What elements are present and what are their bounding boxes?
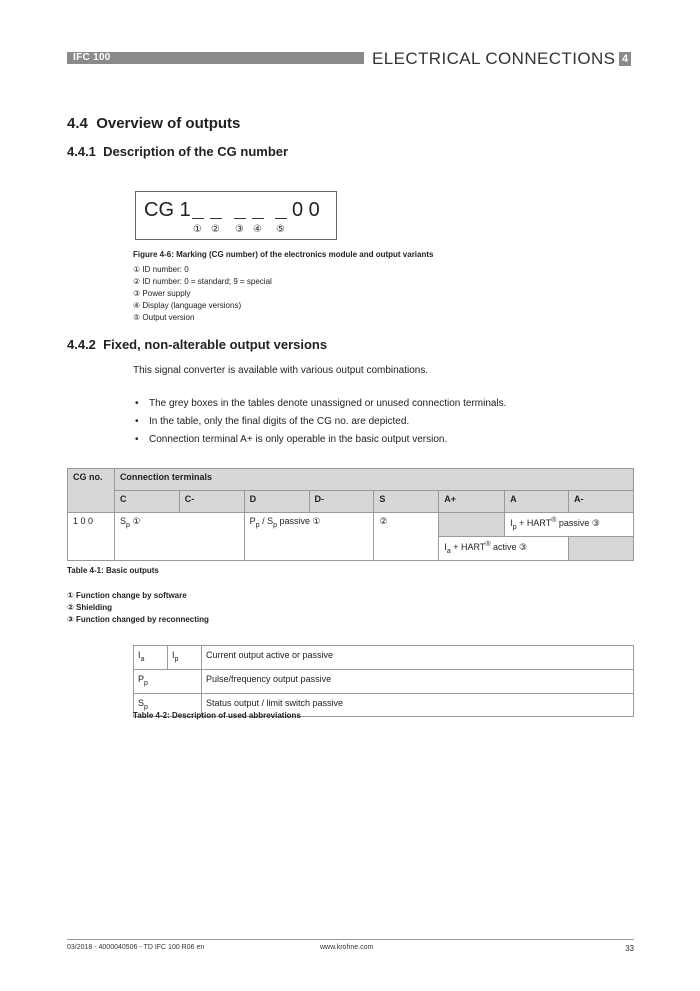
table-header-row [68,469,634,491]
desc-cell: Current output active or passive [202,646,634,670]
cg-blank-3 [234,218,246,219]
legend-item: ③ Power supply [133,289,191,298]
table-terminal-row [68,491,634,513]
header-bar [67,52,364,64]
bullet-item: • The grey boxes in the tables denote unassigned or unused connection terminals. [133,395,506,413]
desc-cell: Pulse/frequency output passive [202,669,634,693]
abbr-cell: $I_a$ [134,646,168,670]
section-title: Overview of outputs [96,115,241,132]
table-row [134,646,634,670]
abbr-cell: $S_p$ [134,693,202,717]
section-heading [67,115,240,133]
cg-number-figure [135,191,337,240]
intro-paragraph: This signal converter is available with various output combinations. [133,365,429,376]
note-item: ② Shielding [67,603,112,612]
cell-s: ② [374,513,439,561]
footer-doc-id: 03/2018 - 4000040506 - TD IFC 100 R06 en [67,944,205,951]
cg-marker-5: ⑤ [276,224,285,235]
header-chapter-number: 4 [619,52,631,66]
legend-item: ④ Display (language versions) [133,301,242,310]
note-item: ③ Function changed by reconnecting [67,615,209,624]
subsection2-title: Fixed, non-alterable output versions [103,337,328,352]
abbreviations-table [133,645,634,717]
bullet-list [133,395,506,449]
header-product: IFC 100 [73,52,111,63]
cg-marker-4: ④ [253,224,262,235]
legend-item: ② ID number: 0 = standard; 9 = special [133,277,272,286]
cell-c: $S_p$ ① [114,513,244,561]
cell-a-plus-unused [439,513,505,537]
section-number: 4.4 [67,115,88,132]
cg-marker-3: ③ [235,224,244,235]
terminal-d: D [244,491,309,513]
cell-cg-no: 1 0 0 [68,513,115,561]
table1-caption: Table 4-1: Basic outputs [67,566,159,575]
subsection2-number: 4.4.2 [67,337,96,352]
cell-a-minus-unused [569,536,634,560]
table1-notes [67,590,209,626]
terminal-a-plus: A+ [439,491,505,513]
cg-blank-4 [252,218,264,219]
header-connection-terminals: Connection terminals [114,469,633,491]
cg-prefix: CG 1 [144,199,191,221]
basic-outputs-table [67,468,634,561]
subsection2-heading [67,337,327,353]
cg-blank-5 [275,218,287,219]
cg-legend [133,264,272,324]
table2-caption: Table 4-2: Description of used abbreviations [133,711,301,720]
legend-item: ① ID number: 0 [133,265,189,274]
table-row [68,513,634,537]
terminal-d-minus: D- [309,491,374,513]
terminal-c: C [114,491,179,513]
cg-suffix: 0 0 [292,199,320,221]
cg-blank-1 [192,218,204,219]
footer-divider [67,939,634,940]
cg-marker-1: ① [193,224,202,235]
cell-a: $I_p$ + HART® passive ③ [505,513,634,537]
footer-website: www.krohne.com [320,944,374,951]
table-row [134,669,634,693]
legend-item: ⑤ Output version [133,313,195,322]
abbr-cell: $P_p$ [134,669,202,693]
bullet-item: • In the table, only the final digits of the CG no. are depicted. [133,413,506,431]
figure-caption: Figure 4-6: Marking (CG number) of the electronics module and output variants [133,250,434,259]
subsection1-heading [67,144,288,160]
header-chapter-title: ELECTRICAL CONNECTIONS [372,49,616,68]
terminal-s: S [374,491,439,513]
cg-marker-2: ② [211,224,220,235]
terminal-c-minus: C- [179,491,244,513]
note-item: ① Function change by software [67,591,187,600]
bullet-item: • Connection terminal A+ is only operable in the basic output version. [133,431,506,449]
desc-cell: Status output / limit switch passive [202,693,634,717]
cell-d: $P_p / S_p$ passive ① [244,513,374,561]
subsection1-title: Description of the CG number [103,144,289,159]
subsection1-number: 4.4.1 [67,144,96,159]
terminal-a-minus: A- [569,491,634,513]
page-number: 33 [625,944,634,953]
header-cg-no: CG no. [68,469,115,513]
abbr-cell: $I_p$ [168,646,202,670]
cell-a-plus-active: $I_a$ + HART® active ③ [439,536,569,560]
cg-blank-2 [210,218,222,219]
terminal-a: A [505,491,569,513]
